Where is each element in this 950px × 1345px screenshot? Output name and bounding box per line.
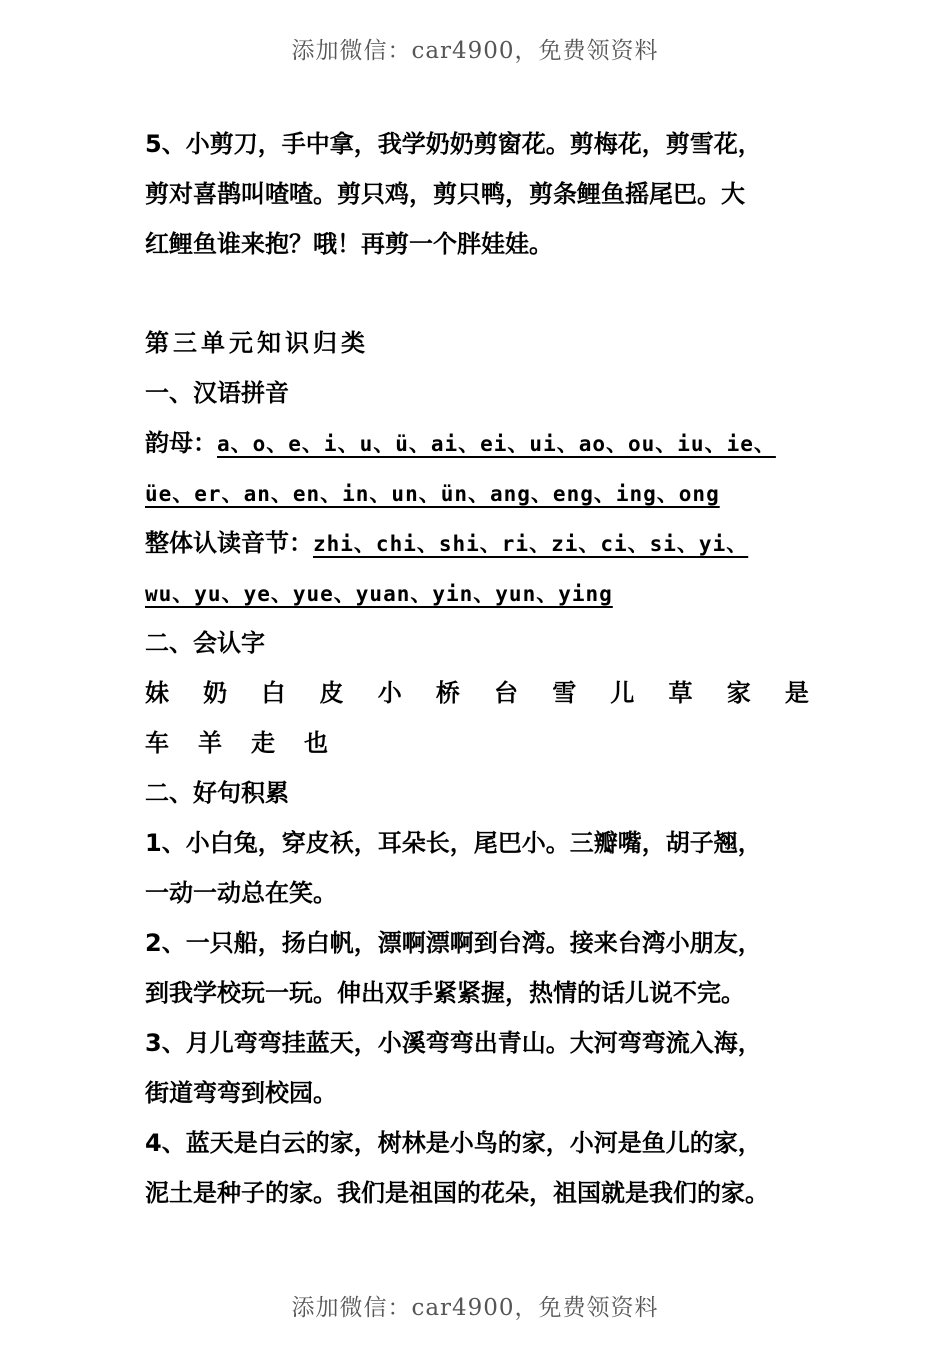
char: 草: [668, 679, 693, 707]
char: 雪: [552, 679, 577, 707]
syllables-line1: [145, 518, 813, 568]
watermark-bottom: 添加微信：car4900，免费领资料: [291, 1295, 659, 1321]
finals-list-2: üe、er、an、en、in、un、ün、ang、eng、ing、ong: [145, 482, 720, 506]
item5-line2: 剪对喜鹊叫喳喳。剪只鸡，剪只鸭，剪条鲤鱼摇尾巴。大: [145, 180, 745, 208]
char: 奶: [203, 679, 228, 707]
syllables-list-1: zhi、chi、shi、ri、zi、ci、si、yi、: [313, 532, 749, 556]
finals-line2: [145, 468, 813, 518]
finals-label: 韵母：: [145, 429, 217, 457]
section1-title: 一、汉语拼音: [145, 379, 289, 407]
char: 台: [494, 679, 519, 707]
char-row-2: [145, 718, 813, 768]
sentence3-line1: 3、月儿弯弯挂蓝天，小溪弯弯出青山。大河弯弯流入海，: [145, 1029, 762, 1057]
finals-list-1: a、o、e、i、u、ü、ai、ei、ui、ao、ou、iu、ie、: [217, 432, 776, 456]
sentence1-line2: 一动一动总在笑。: [145, 879, 337, 907]
char: 皮: [319, 679, 344, 707]
syllables-line2: [145, 568, 813, 618]
char: 走: [251, 729, 275, 757]
item5-line3: 红鲤鱼谁来抱？哦！再剪一个胖娃娃。: [145, 230, 553, 258]
char: 车: [145, 729, 169, 757]
finals-line1: [145, 418, 813, 468]
char: 是: [784, 679, 809, 707]
char: 羊: [198, 729, 222, 757]
spacer: [145, 269, 813, 318]
sentence1-line1: 1、小白兔，穿皮袄，耳朵长，尾巴小。三瓣嘴，胡子翘，: [145, 829, 762, 857]
syllables-label: 整体认读音节：: [145, 529, 313, 557]
item5-line1: 5、小剪刀，手中拿，我学奶奶剪窗花。剪梅花，剪雪花，: [145, 130, 762, 158]
section3-title: 二、好句积累: [145, 779, 289, 807]
syllables-list-2: wu、yu、ye、yue、yuan、yin、yun、ying: [145, 582, 613, 606]
char: 小: [377, 679, 402, 707]
char: 也: [304, 729, 328, 757]
char: 白: [261, 679, 286, 707]
document-body: [145, 119, 813, 1218]
char-row-1: [145, 668, 809, 718]
char: 家: [726, 679, 751, 707]
char: 儿: [610, 679, 635, 707]
sentence4-line2: 泥土是种子的家。我们是祖国的花朵，祖国就是我们的家。: [145, 1179, 769, 1207]
char: 妹: [145, 679, 169, 707]
unit-title: 第三单元知识归类: [145, 329, 369, 357]
watermark-top: 添加微信：car4900，免费领资料: [291, 38, 659, 64]
char: 桥: [435, 679, 460, 707]
sentence2-line1: 2、一只船，扬白帆，漂啊漂啊到台湾。接来台湾小朋友，: [145, 929, 762, 957]
sentence4-line1: 4、蓝天是白云的家，树林是小鸟的家，小河是鱼儿的家，: [145, 1129, 762, 1157]
section2-title: 二、会认字: [145, 629, 265, 657]
sentence2-line2: 到我学校玩一玩。伸出双手紧紧握，热情的话儿说不完。: [145, 979, 745, 1007]
sentence3-line2: 街道弯弯到校园。: [145, 1079, 337, 1107]
